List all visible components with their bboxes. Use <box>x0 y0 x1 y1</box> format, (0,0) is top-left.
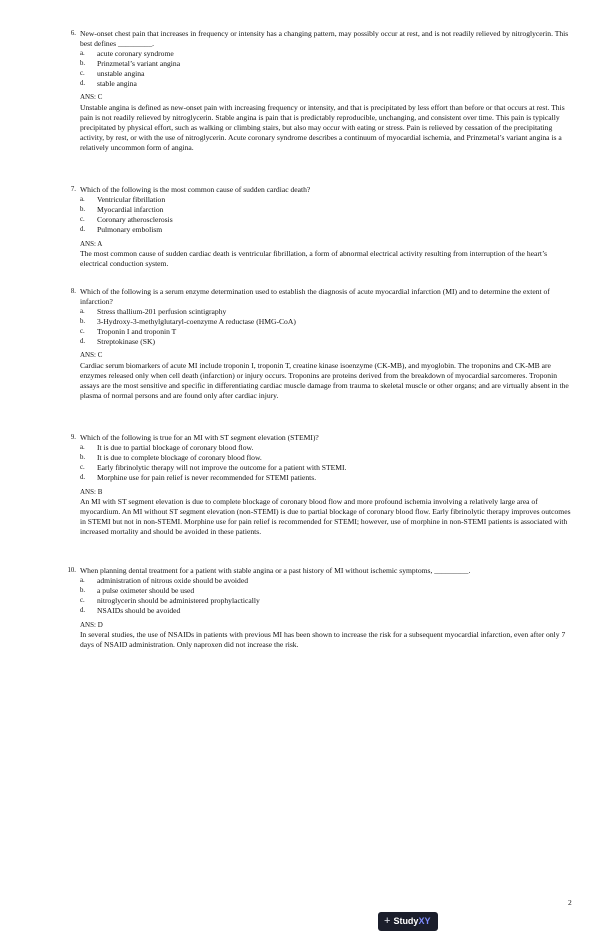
option-letter: b. <box>80 59 86 67</box>
option-text: a pulse oximeter should be used <box>97 585 195 595</box>
option-letter: d. <box>80 606 86 614</box>
answer-key: ANS: A <box>80 239 103 248</box>
option-b <box>80 205 574 215</box>
answer-explanation: Unstable angina is defined as new-onset pain with increasing frequency or intensity, and that is precipitated by less effort than before or that occurs at rest. This pain is not readily relieved by nitroglycerin. Stable angina is pain that is predictably reproducible, unchanging, and consistent over time. This pain is typically precipitated by physical effort, such as walking or climbing stairs, but also may occur with eating or stress. Pain is relieved by cessation of the precipitating activity, by rest, or with the use of nitroglycerin. Acute coronary syndrome describes a continuum of myocardial ischemia, and Prinzmetal’s variant angina is a relatively uncommon form of angina. <box>80 103 565 152</box>
question-stem <box>62 29 574 49</box>
option-text: Stress thallium-201 perfusion scintigraphy <box>97 306 227 316</box>
option-c <box>80 69 574 79</box>
option-text: Early fibrinolytic therapy will not improve the outcome for a patient with STEMI. <box>97 462 347 472</box>
answer-block <box>62 240 574 270</box>
option-b <box>80 453 574 463</box>
option-text: Troponin I and troponin T <box>97 326 177 336</box>
option-list <box>62 576 574 616</box>
option-c <box>80 463 574 473</box>
option-d <box>80 473 574 483</box>
option-letter: d. <box>80 473 86 481</box>
option-letter: a. <box>80 195 85 203</box>
question-number: 7. <box>70 186 76 193</box>
option-text: NSAIDs should be avoided <box>97 605 181 615</box>
option-a <box>80 443 574 453</box>
option-letter: c. <box>80 215 85 223</box>
question-stem <box>62 433 574 443</box>
logo-text: Study <box>393 916 419 926</box>
option-a <box>80 195 574 205</box>
option-list <box>62 195 574 235</box>
option-letter: c. <box>80 596 85 604</box>
answer-key: ANS: C <box>80 351 103 360</box>
answer-explanation: Cardiac serum biomarkers of acute MI include troponin I, troponin T, creatine kinase isoenzyme (CK-MB), and myoglobin. The troponins and CK-MB are enzymes released only when cell death (infarction) or injury occurs. Troponins are proteins derived from the breakdown of myocardial sarcomeres. Troponin assays are the most sensitive and specific in differentiating cardiac muscle damage from trauma to skeletal muscle or other organs; and are virtually absent in the plasma of normal persons and are found only after cardiac injury. <box>80 361 569 401</box>
answer-explanation: In several studies, the use of NSAIDs in patients with previous MI has been shown to increase the risk for a subsequent myocardial infarction, even after only 7 days of NSAID administration. Only naproxen did not increase the risk. <box>80 630 566 650</box>
option-letter: a. <box>80 307 85 315</box>
question-10 <box>62 566 574 650</box>
option-letter: b. <box>80 317 86 325</box>
answer-explanation: The most common cause of sudden cardiac death is ventricular fibrillation, a form of abnormal electrical activity resulting from interruption of the heart’s electrical conduction system. <box>80 249 548 269</box>
question-text: When planning dental treatment for a patient with stable angina or a past history of MI without ischemic symptoms, _________. <box>80 566 471 575</box>
option-letter: c. <box>80 463 85 471</box>
option-text: Ventricular fibrillation <box>97 194 166 204</box>
option-c <box>80 596 574 606</box>
option-text: Prinzmetal’s variant angina <box>97 58 181 68</box>
option-letter: d. <box>80 337 86 345</box>
option-text: Coronary atherosclerosis <box>97 214 173 224</box>
option-text: nitroglycerin should be administered prophylactically <box>97 595 260 605</box>
question-number: 9. <box>70 434 76 441</box>
question-number: 10. <box>67 567 76 574</box>
option-letter: d. <box>80 225 86 233</box>
option-a <box>80 49 574 59</box>
option-a <box>80 307 574 317</box>
option-a <box>80 576 574 586</box>
option-letter: d. <box>80 79 86 87</box>
question-stem <box>62 185 574 195</box>
option-d <box>80 225 574 235</box>
option-letter: a. <box>80 443 85 451</box>
option-d <box>80 337 574 347</box>
question-text: New-onset chest pain that increases in frequency or intensity has a changing pattern, may possibly occur at rest, and is not readily relieved by nitroglycerin. This best defines _________. <box>80 29 569 48</box>
option-b <box>80 317 574 327</box>
option-d <box>80 79 574 89</box>
option-text: Streptokinase (SK) <box>97 336 155 346</box>
option-c <box>80 327 574 337</box>
option-letter: b. <box>80 453 86 461</box>
question-number: 6. <box>70 30 76 37</box>
answer-block <box>62 93 574 152</box>
question-stem <box>62 566 574 576</box>
answer-block <box>62 351 574 401</box>
answer-block <box>62 621 574 651</box>
option-b <box>80 59 574 69</box>
question-stem <box>62 287 574 307</box>
logo-accent-text: XY <box>418 916 431 926</box>
option-text: unstable angina <box>97 68 145 78</box>
answer-key: ANS: C <box>80 93 103 102</box>
option-letter: c. <box>80 69 85 77</box>
option-text: 3-Hydroxy-3-methylglutaryl-coenzyme A reductase (HMG-CoA) <box>97 316 296 326</box>
question-text: Which of the following is the most common cause of sudden cardiac death? <box>80 185 311 194</box>
question-number: 8. <box>70 288 76 295</box>
option-text: stable angina <box>97 78 137 88</box>
question-7 <box>62 185 574 269</box>
question-8 <box>62 287 574 401</box>
plus-icon: + <box>384 915 391 927</box>
answer-key: ANS: D <box>80 620 103 629</box>
option-text: acute coronary syndrome <box>97 48 174 58</box>
option-text: It is due to partial blockage of coronary blood flow. <box>97 442 254 452</box>
option-text: Myocardial infarction <box>97 204 164 214</box>
option-d <box>80 606 574 616</box>
question-6 <box>62 29 574 153</box>
answer-block <box>62 488 574 538</box>
option-letter: a. <box>80 576 85 584</box>
option-text: Pulmonary embolism <box>97 224 163 234</box>
question-text: Which of the following is a serum enzyme determination used to establish the diagnosis of acute myocardial infarction (MI) and to determine the extent of infarction? <box>80 287 550 306</box>
option-c <box>80 215 574 225</box>
option-text: administration of nitrous oxide should be avoided <box>97 575 249 585</box>
answer-explanation: An MI with ST segment elevation is due to complete blockage of coronary blood flow and more profound ischemia involving a relatively large area of myocardium. An MI without ST segment elevation (non-STEMI) is due to partial blockage of coronary blood flow. Early fibrinolytic therapy improves outcomes in STEMI but not in non-STEMI. Morphine use for pain relief is recommended for STEMI; however, use of morphine in non-STEMI patients is associated with increased mortality and should be avoided in these patients. <box>80 497 571 537</box>
studyxy-logo <box>378 912 438 931</box>
option-letter: b. <box>80 205 86 213</box>
option-list <box>62 443 574 483</box>
page-number: 2 <box>568 898 572 907</box>
option-text: It is due to complete blockage of coronary blood flow. <box>97 452 262 462</box>
option-list <box>62 49 574 89</box>
option-text: Morphine use for pain relief is never recommended for STEMI patients. <box>97 472 317 482</box>
option-letter: a. <box>80 49 85 57</box>
option-letter: c. <box>80 327 85 335</box>
option-b <box>80 586 574 596</box>
option-list <box>62 307 574 347</box>
question-9 <box>62 433 574 537</box>
option-letter: b. <box>80 586 86 594</box>
question-text: Which of the following is true for an MI with ST segment elevation (STEMI)? <box>80 433 319 442</box>
answer-key: ANS: B <box>80 487 103 496</box>
